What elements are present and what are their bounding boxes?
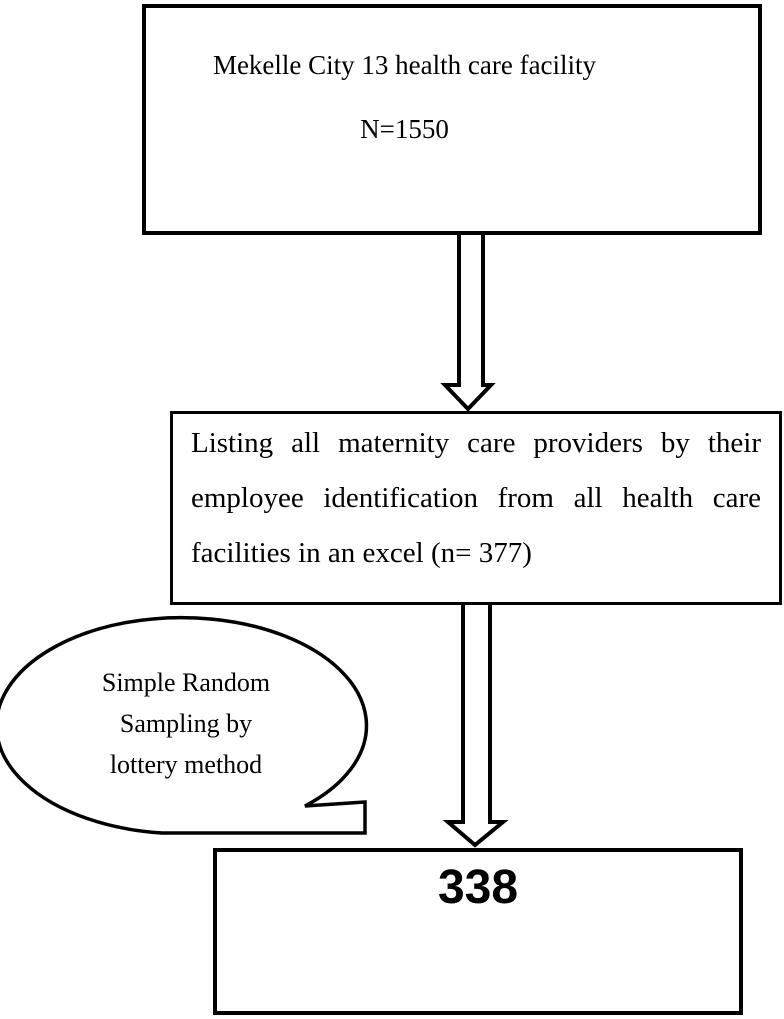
sample-size-value: 338 — [437, 861, 519, 914]
population-box — [142, 4, 762, 235]
listing-box — [170, 411, 782, 605]
listing-box-line-3: facilities in an excel (n= 377) — [191, 537, 532, 569]
callout-line-2: Sampling by — [119, 709, 253, 738]
population-box-title: Mekelle City 13 health care facility — [212, 50, 597, 80]
population-size-text: N=1550 — [360, 114, 449, 144]
callout-line-3: lottery method — [109, 750, 263, 779]
sample-size-box — [213, 848, 743, 1015]
down-arrow-2-icon — [448, 603, 503, 845]
listing-box-line-2: employee identification from all health care — [191, 482, 761, 514]
callout-line-1: Simple Random — [101, 668, 271, 697]
down-arrow-1-icon — [445, 233, 491, 409]
sampling-method-callout-text — [36, 662, 336, 785]
listing-box-line-1: Listing all maternity care providers by their — [191, 427, 761, 459]
